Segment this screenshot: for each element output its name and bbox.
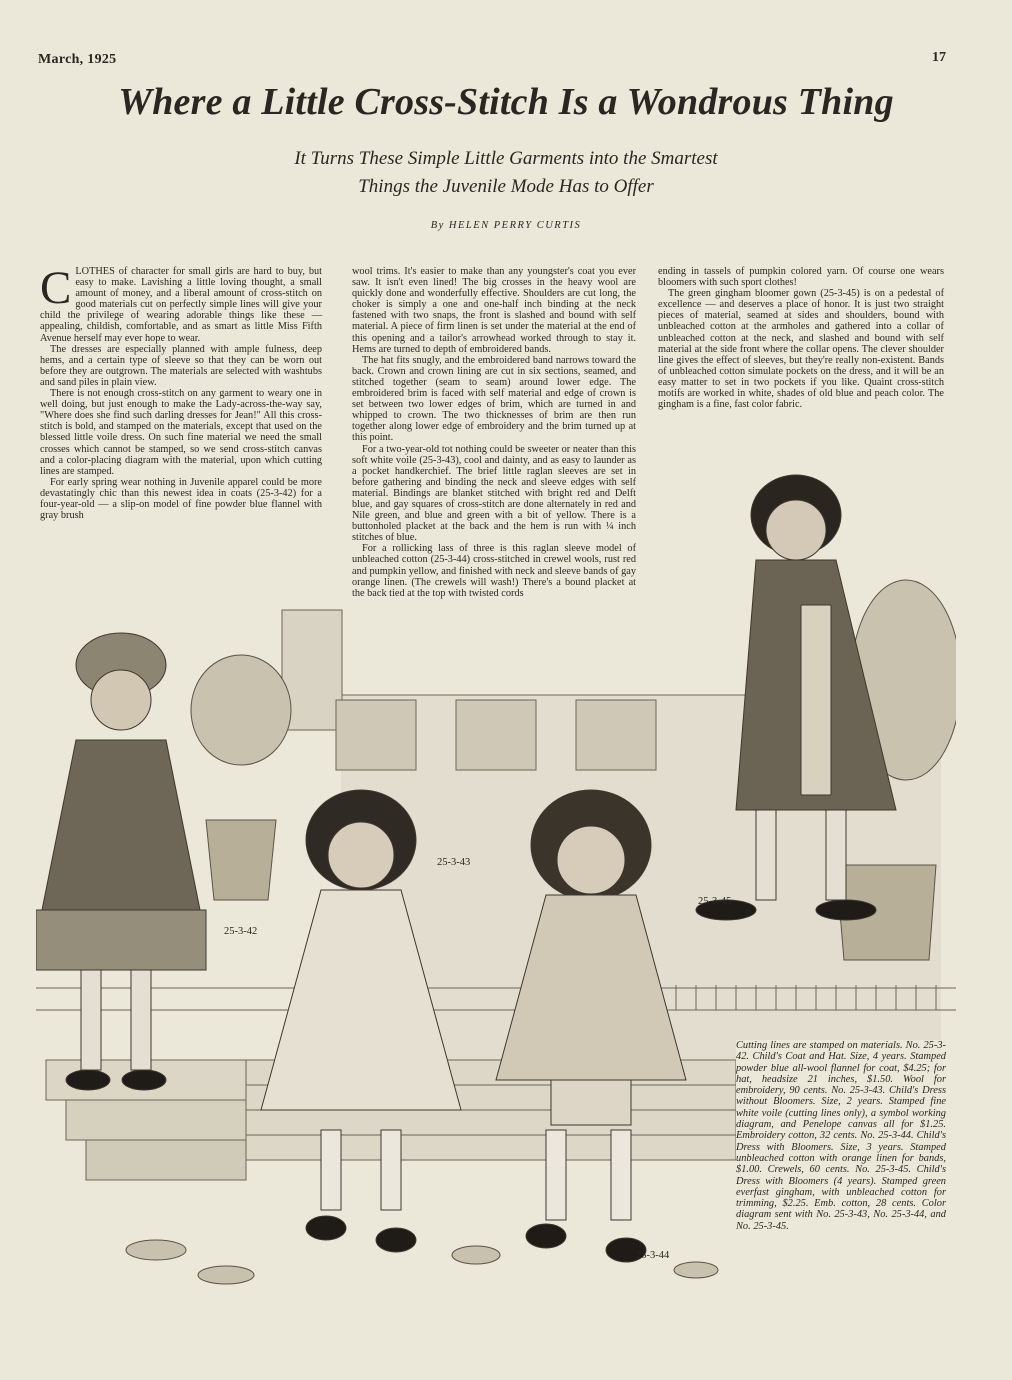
paragraph: [40, 262, 322, 344]
pattern-caption: [736, 1040, 946, 1232]
subtitle-line-2: Things the Juvenile Mode Has to Offer: [358, 176, 654, 197]
drop-cap: C: [40, 262, 72, 314]
flower-planter-left: [191, 655, 291, 900]
label-coat: 25-3-42: [224, 926, 258, 937]
text-column-1: [40, 262, 322, 522]
byline: By HELEN PERRY CURTIS: [430, 220, 582, 231]
article-subtitle: [200, 145, 812, 201]
paragraph: For a rollicking lass of three is this raglan sleeve model of unbleached cotton (25-3-44) cross-stitched in crewel wools, rust red and pumpkin yellow, and finished with neck and sleeve bands of gay orange linen. (The crewels will wash!) There's a bound placket at the back tied at the top with twisted cords: [352, 543, 636, 599]
article-title: Where a Little Cross-Stitch Is a Wondrous Thing: [118, 81, 894, 123]
paragraph-text: LOTHES of character for small girls are hard to buy, but easy to make. Lavishing a little loving thought, a small amount of money, and a liberal amount of cross-stitch on good materials cut on perfectly simple lines will give your child the privilege of wearing adorable things like these — appealing, childish, comfortable, and as smart as little Miss Fifth Avenue herself may ever hope to wear.: [40, 266, 322, 344]
paragraph: For a two-year-old tot nothing could be sweeter or neater than this soft white voile (25-3-43), cool and dainty, and as easy to launder as a pocket handkerchief. The brief little raglan sleeves are set in before gathering and binding the neck and sleeve edges with self material. Bindings are blanket stitched with bright red and Delft blue, and gay squares of cross-stitch are done alternately in red and Nile green, and blue and green with a bit of yellow. There is a buttonholed placket at the back and the hem is run with ¼ inch stitches of blue.: [352, 443, 636, 544]
label-voile: 25-3-43: [437, 857, 471, 868]
page-number: 17: [932, 50, 946, 65]
paragraph: wool trims. It's easier to make than any youngster's coat you ever saw. It isn't even lined! The big crosses in the heavy wool are quickly done and wonderfully effective. Shoulders are cut long, the choker is simply a one and one-half inch binding at the neck fastened with two snaps, the front is slashed and bound with self material. A piece of firm linen is set under the material at the end of this opening and a tailor's arrowhead worked through to stay it. Hems are turned to depth of embroidered bands.: [352, 266, 636, 355]
paragraph: The green gingham bloomer gown (25-3-45) is on a pedestal of excellence — and deserves a place of honor. It is just two straight pieces of material, seamed at sides and shoulders, bound with unbleached cotton at the armholes and gathered into a collar of unbleached cotton at the neck, and slashed and bound with self material at the side front where the collar opens. The clever shoulder line gives the effect of sleeves, but they're really non-existent. Bands of unbleached cotton simulate pockets on the dress, and it will be an easy matter to set in two pockets if you like. Quaint cross-stitch motifs are worked in white, shades of old blue and peach color. The gingham is a fine, fast color fabric.: [658, 288, 944, 411]
paragraph: The dresses are especially planned with ample fulness, deep hems, and a certain type of sleeve so that they can be worn out before they are outgrown. The materials are selected with washtubs and sand piles in plain view.: [40, 343, 322, 388]
issue-date: March, 1925: [38, 52, 117, 67]
child-in-coat: [36, 633, 206, 1090]
label-gingham: 25-3-45: [698, 896, 732, 907]
label-cotton: 25-3-44: [636, 1250, 670, 1261]
paragraph: ending in tassels of pumpkin colored yarn. Of course one wears bloomers with such sport clothes!: [658, 266, 944, 289]
paragraph: There is not enough cross-stitch on any garment to weary one in well doing, but just enough to make the Lady-across-the-way say, "Where does she find such darling dresses for Jean!" All this cross-stitch is bold, and stamped on the materials, except that used on the blessed little voile dress. On such fine material we need the small crosses which cannot be stamped, so we send cross-stitch canvas and a color-placing diagram with the material, upon which cutting lines are stamped.: [40, 388, 322, 477]
caption-text: Cutting lines are stamped on materials. No. 25-3-42. Child's Coat and Hat. Size, 4 years. Stamped powder blue all-wool flannel for coat, $4.25; for hat, headsize 21 inches, $1.50. Wool for embroidery, 90 cents. No. 25-3-43. Child's Dress without Bloomers. Size, 2 years. Stamped fine white voile (cutting lines only), a symbol working diagram, and Penelope canvas all for $1.25. Embroidery cotton, 32 cents. No. 25-3-44. Child's Dress with Bloomers. Size, 3 years. Stamped unbleached cotton with orange linen for bands, $1.00. Crewels, 60 cents. No. 25-3-45. Child's Dress with Bloomers (4 years). Stamped green everfast gingham, with unbleached cotton for trimming, $2.25. Emb. cotton, 28 cents. Color diagram sent with No. 25-3-43, No. 25-3-44, and No. 25-3-45.: [736, 1040, 946, 1232]
subtitle-line-1: It Turns These Simple Little Garments into the Smartest: [294, 148, 718, 169]
paragraph: For early spring wear nothing in Juvenile apparel could be more devastatingly chic than this newest idea in coats (25-3-42) for a four-year-old — a slip-on model of fine powder blue flannel with gray brush: [40, 476, 322, 522]
text-column-3: [658, 266, 944, 410]
paragraph: The hat fits snugly, and the embroidered band narrows toward the back. Crown and crown lining are cut in six sections, seamed, and stitched together (seam to seam) around lower edge. The embroidered brim is faced with self material and edge of crown is set between two lower edges of brim, which are turned in and whipped to crown. The two thicknesses of brim are then run together along lower edge of embroidery and the brim turned up at this point.: [352, 354, 636, 444]
text-column-2: [352, 266, 636, 599]
